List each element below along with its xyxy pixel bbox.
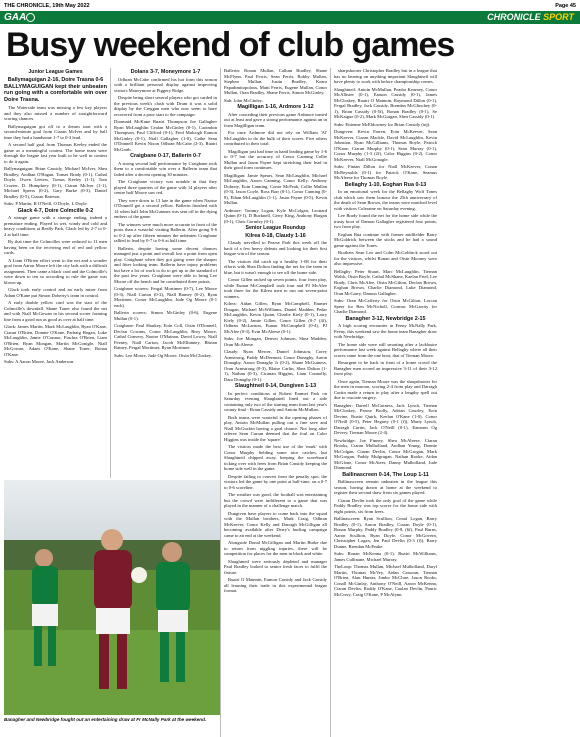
- paragraph: Glack took early control and an early miser from Adam O'Kane put Simon Doherty's team in control.: [4, 287, 107, 298]
- paragraph: A high scoring encounter in Feeny McNally Park, Feeny, this weekend saw the home team Banagher draw with Newbridge.: [334, 323, 437, 339]
- paragraph: Once again, Tiernan Moore was the sharpshooter for the men in maroon, scoring 2-4 from play and Darragh Curtin made a return to play after a lengthy spell out due to cruciate surgery.: [334, 378, 437, 400]
- section-heading: Senior League Roundup: [245, 225, 306, 231]
- team-list: Glack: James Martin, Mark McLaughlin, Ryan O'Kane, Ciaran O'Brien, Donnie O'Kane, Padraig Hogan, Luke McLaughlin, Jamie O'Connor, Fiachra O'Brien, Liam O'Brien, Ryan Mongan, Martin McGonigle, Niall McGowan, Adam O'Kane, Shane Toner, Ronan O'Kane.: [4, 324, 107, 357]
- column-rule: [110, 68, 111, 478]
- paragraph: Dungiven have players to come back into the squad with the Mullan brothers, Mark Craig, Odhran McKeever, Conor Kelly and Darragh McGilligan all becoming available after Derry's hurling campaign came to an end at the weekend.: [224, 510, 327, 538]
- paragraph: Odhran McCabe confirmed his hot form this season with a brilliant personal display against improving visitors Moneymore at Piggery Ridge.: [114, 76, 217, 93]
- team-list: Craigbane scorers: Fergal Mortimer (0-7), Lee Moore (0-3), Niall Carton (0-2), Niall Barney (0-2), Ryan Mortimer, Conor McLaughlin, Jude Og Moore (0-1 each).: [114, 286, 217, 308]
- paragraph: Ciaran Devlin took the only goal of the game while Paddy Bradley was top scorer for the home side with eight points, six from frees.: [334, 497, 437, 514]
- football-icon: [26, 13, 35, 22]
- page-number: Page 45: [555, 3, 576, 9]
- paragraph: Both teams were wasteful in the opening phases of play, Antoin McMullan pulling out a fine save and Niall McGuckin having a goal chance. Not long after referee Sean Curran deemed that the foul on Calor Higgins was inside the 'square'.: [224, 414, 327, 442]
- team-list: Bellaghy: Peter Stuart, Marc McLaughlin, Tiernan Walsh, Oisin Boyle, Cathal McShane, Kaelan Friel, Lee Brady, Chris McAfee, Oisin McGilton, Declan Brown, Eoghan Brown, Charlie Diamond, Luke Diamond, Oran McGarry, Damon Gallagher.: [334, 268, 437, 296]
- photo-illustration: [4, 480, 220, 715]
- column-1: [4, 68, 107, 478]
- paragraph: Despite being short several players who got carded in the previous week's clash with Drum it was a solid display by the Creggan men who now seem to have recovered from a poor start to the campaign.: [114, 95, 217, 117]
- paper-date: THE CHRONICLE, 19th May 2022: [4, 3, 90, 9]
- team-list: Kilrea: Aidan Gillen, Ryan McCampbell, Emmet Dougan, Michael McWilliams, Daniel Madden, Pedar McLaughlin, Kevin Quinn, Charlie Kiely (0-1), Larry Kiely (0-2), Jamie Gillen, Conor Gillen (0-7 (4f), Odhran McLarnon, Eunan McCampbell (0-4), PJ McAfee (0-3), Evin McAleese (0-1).: [224, 301, 327, 334]
- team-list: Ballinascreen: Ryan Scullion, Conal Logan, Barry Bradley (0-1), Aaron Bradley, Ciaran Doyle (0-1), Ronan Murphy, Paddy Bradley (0-8, (6f), Paul Burns, Aaron Scullion, Ryan Doyle, Conor McGovern, Christopher Logan, Jen Paul Devlin (0-3 (f)), Barry Dunne, Brendan McPeake.: [334, 516, 437, 549]
- paragraph: The Waterside team was missing a few key players and they also missed a number of straightforward scoring chances.: [4, 105, 107, 122]
- paragraph: They were down to 13 late in the game when Naoise O'Donnell got a second yellow. Ballerin finished with 14 when half John McGuinnes was sent off in the dying embers of the game.: [114, 197, 217, 219]
- column-3: [224, 68, 327, 737]
- paragraph: In an emotional week for the Bellaghy Wolf Tones club which saw them honour the 25th anniversary of the death of Sean Brown, the teams were matched level with visitors Coleraine on Saturday evening.: [334, 189, 437, 211]
- paragraph: Conor Gillen racked up seven points, four from play, while Eunan McCampbell took four and PJ McAfee took three for the Kilrea men to run out seven-point winners.: [224, 277, 327, 299]
- paragraph: Brothers Sean Leo and Colm McGoldrick stood out for the visitors, whilst Ronan and Oisin Mooney were also impressive.: [334, 250, 437, 266]
- team-list: Banagher: Darrell McGuiness, Jack Lynch, Tiernan McCloskey, Pearse Brolly, Adrian Gourley, Eoin Devine, Ruairi Quirk, Keelan O'Kane (1-0), Conor O'Neill (0-5), Peter Hegarty (0-1 (f)), Marty Lynch, Darragh Curtin, Jack O'Neill (0-1), Eamonn Og Devery, Tiernan Moore (2-4).: [334, 402, 437, 435]
- team-list: Magilligan: Jamie Spears, Sean McLaughlin, Michael McLaughlin, Aaron Canning, Conor Kelly, Anthony Doherty, Eoin Canning, Conor McPeak, Collie Mullan (0-3), Jason Coyle, Ross Barr (0-1), Conor Canning (0-8), Ethan McLaughlin (1-1), Jason Payne (0-5), Kevin Mullan.: [224, 172, 327, 205]
- paragraph: A Liam O'Brien effort went to the net and a wonder goal from Aaron Moore left the city lads with a difficult assignment. Then came a black card and the Colmcille's were down to ten so according to rule the game was blown up.: [4, 257, 107, 285]
- team-list: Sub: John McGinley.: [224, 97, 263, 103]
- section-title: CHRONICLE SPORT: [487, 12, 574, 22]
- paragraph: Ballinascreen remain unbeaten in the league this season, having drawn at home at the weekend to register their second draw from six games played.: [334, 479, 437, 495]
- paragraph: A second half goal from Thomas Keeley ended the game as a meaningful contest. The home team were through the league last year built to be well in contest to do it again.: [4, 142, 107, 164]
- paragraph: Ballerin, despite having some decent chances managed just a point and overall lost a point from open play. Craigbane when they got going were the sharper and fitter looking team. Ballerin have injury problems but have a lot of work to do to get up to the standard of the past few years. Craigbane were able to bring Lee Moore off the bench and he contributed three points.: [114, 245, 217, 284]
- team-list: Ballerin: Ronan Mullan, Callum Bradley, Shane McFlynn, Paul Ferris, Sean Ferris, Bobby Mullan, Stephen Mullan, Justin Bradley, Keara Papadimitopolous, Matti Ferris, Eugene Mullan, Conor Mullan, Oran Bradley, Shane Ferris, Simon McGinley.: [224, 68, 327, 95]
- paragraph: The Craigbane victory was notable in that they played three quarters of the game with 14 players after centre half Moore saw red.: [114, 179, 217, 195]
- team-list: Slaughtneil: Antoin McMullan, Peadar Kearney, Conor McAllister (0-1), Eamon Cassidy (0-1), James McCloskey, Ruairi O Mainnin, Raymond Dillon (0-1), Fergal Bradley, Jack Cassidy, Brendan McGlinchey (0-1), Brian Cassidy (0-5f), Ronan Bradley (0-1), Se McKaigue (0-2), Mark McGuigan, Shea Cassidy (0-1).: [334, 86, 437, 119]
- team-list: Subs: P Martin, R O'Neill, O Doyle, L Doyle.: [4, 201, 88, 207]
- team-list: Ballerin scorers: Simon McGinley (0-6), Eugene Mullan (0-1).: [114, 310, 217, 321]
- match-heading: Kilrea 0-18, Claudy 1-16: [245, 232, 306, 239]
- section-bar: [0, 11, 580, 24]
- section-heading: Junior League Games: [28, 69, 83, 75]
- paragraph: The weather was good, the football was entertaining but the crowd were indifferent to a game that was played in the manner of a challenge match.: [224, 492, 327, 508]
- paragraph: The home side were still smarting after a lacklustre performance last week against Bellaghy where all their scores came from the one boot, that of Tiernan Moore.: [334, 341, 437, 358]
- team-list: Subs: Joe Mongan, Denver Johnson, Shea Madden, Oran McAleese.: [224, 336, 327, 347]
- paragraph: The winners were much more accurate in front of the posts than a wasteful visiting Ballerin. After going 0-6 to 0-2 up after fifteen minutes the unbeaten Craigbane rallied to lead by 0-7 to 0-6 at half time.: [114, 221, 217, 243]
- paragraph: By that time the Colmcilles were reduced to 11 men having been on the receiving end of red and yellow cards.: [4, 239, 107, 256]
- paragraph: After conceding their previous game Ardmore turned out at least and gave a strong performance against an in form Magilligan team.: [224, 111, 327, 128]
- paragraph: Resurgent to be back in front of a home crowd the Banagher men scored an impressive 3-11 of their 3-12 from play.: [334, 360, 437, 376]
- team-list: Ballymaguigan: Brian Cassidy, Michael McIver, Shea Bradley, Aodhan O'Hagan, Tomas Brady (0-1), Cathal Doyle, Owen Leeters, Tomas Keeley (1-1), Tom Crozier, D. Humphrey (0-1), Ciaran McIver (1-1), Michael Speers (0-2), Gary Burke (0-3), Daniel Bradley (0-5), Ciaran Bateson.: [4, 166, 107, 199]
- gaa-label: GAA: [4, 12, 27, 23]
- team-list: Subs: A Aaron Moore, Jack Anderson.: [4, 359, 75, 365]
- team-list: Dungiven: Kevin Farren, Eoin McKeever, Sean McKeever, Ciaran Mackle, David McLaughlin, Kevin Johnston, Ryan McGilliams, Thomas Boyle, Patrick O'Kane, Ciaran Murphy (0-1), Sean Murray (0-1), Conor Murphy (1-3 (2f), Calor Higgins (0-2), Conor McKeever, Niall McGonagle.: [334, 129, 437, 162]
- paragraph: For once Ardmore did not rely on William 'Al' McLaughlin to do the bulk of their scores. Five others contributed to their total.: [224, 130, 327, 146]
- team-list: Craigbane: Paul Sharkey, Eoin Coll, Oisin O'Donnell, Declan Cowans, Conor McLaughlin, Rory Moore, Cathal Convery, Naoise O'Mainan, David Lowry, Niall Feeney, Niall Carton, Jacob McElhinney, Bhrian Rainey, Fergal Mortimer, Ryan Mortimer.: [114, 323, 217, 350]
- paragraph: Slaughtneil were seriously depleted and manager Paul Bradley looked to senior fresh faces to fulfil the fixture.: [224, 558, 327, 575]
- paragraph: Claudy travelled to Pearse Park this week off the back of a few heavy defeats and looking for their first league win of the season.: [224, 240, 327, 256]
- paragraph: sharpshooter Christopher Bradley but in a league that has no bearing on anything important Slaughtneil will have plenty to work with before championship comes.: [334, 68, 437, 84]
- paragraph: Eoghan Rua continue with former midfielder Barry McGoldrick between the sticks and he had a sound game against the Tones.: [334, 231, 437, 248]
- paragraph: The visitors did catch up a healthy 1-08 for their efforts with Shea Dolton finding the net for the team in blue, but it wasn't enough to see off the home side.: [224, 258, 327, 275]
- paragraph: The visitors made the best use of the 'mark' with Conor Murphy fielding some nice catches, but Slaughtneil chipped away, keeping the scoreboard ticking over with frees from Brian Cassidy keeping the home side well in the game.: [224, 444, 327, 471]
- team-list: Subs: Lee Moore, Jude Og Moore, Oisin McCloskey.: [114, 352, 212, 358]
- paragraph: A strong second half performance by Craigbane took them to a comfortable win over a Ballerin team that faded after a decent opening 30 minutes.: [114, 160, 217, 177]
- column-4: [334, 68, 437, 737]
- paragraph: Magilligan just had time in hand leading game by 1-6 to 0-7 but the accuracy of Conor Canning Collie Mullan and Jason Payne kept stretching their lead in their good form continues.: [224, 148, 327, 170]
- paragraph: Lee Brady found the net for the home side while the trusty boot of Damon Gallagher registered four points, two from play.: [334, 213, 437, 229]
- team-list: Claudy: Ryan Mercer, Daniel Johnston, Corey Armstrong, Paddy McDermott, Conor Donaghy, Aaron Donaghy, Aaron Donaghy Jr (0-2), Shane McGuiness, Oran Armstrong (0-3), Blaise Carlin, Shea Dalton (1-1), Nathan (0-3), Cicanan Higgins, Liam Connolly, Dara Donaghy (0-1).: [224, 349, 327, 382]
- paragraph: Ruairi O Mainnin, Eamon Cassidy and Jack Cassidy all learning their trade in this experimental league format.: [224, 577, 327, 593]
- team-list: Subs: Oran McCafferty for Oisin McGilton, Lorcan Speer for Ben McNicholl, Cormac McGarrity for Charlie Diamond.: [334, 298, 437, 314]
- team-list: Subs: Ettienne McEldowney for Brian Cassidy (inj).: [334, 121, 431, 127]
- paragraph: In perfect conditions at Robert Emmet Park on Saturday evening Slaughtneil lined out a side containing only two of the starting team from last year's county final - Brian Cassidy and Antoin McMullan.: [224, 390, 327, 412]
- team-list: Subs: Ronan McKenna (0-1), Ruairi McWilliams, James Cullinane, Michael Murray.: [334, 551, 437, 562]
- match-heading: Slaughtneil 0-14, Dungiven 1-13: [234, 383, 317, 389]
- column-rule: [220, 68, 221, 737]
- match-heading: Magilligan 1-16, Ardmore 1-12: [237, 104, 314, 110]
- column-2: [114, 68, 217, 478]
- headline: Busy weekend of club games: [6, 26, 455, 64]
- match-photo: [4, 480, 220, 715]
- match-heading: Dolans 3-7, Moneymore 1-7: [130, 69, 201, 75]
- team-list: Diarmaid McKane Ruairi Thompson Joe Gallagher Ryan McLaughlin Cealan McGinley (0-1), Caoimhin Thompson, Paul Clifford (0-1), Fred Mulcogh Eamon McGinley (0-1), Niall Gallagher (1-0), Cathe Sean O'Donnell Kevin Nixon Odhran McCabe (2-3), Ruairi McGrath.: [114, 119, 217, 152]
- lead-paragraph: BALLYMAGUIGAN kept their unbeaten run going with a comfortable win over Doire Trasna.: [4, 84, 107, 103]
- match-heading: Craigbane 0-17, Ballerin 0-7: [130, 153, 201, 159]
- column-rule: [330, 68, 331, 737]
- match-heading: Ballinascreen 0-14, The Loup 1-11: [342, 471, 429, 478]
- team-list: Newbridge: Joe Finney, Shea McAleese, Ciaran Brooks, Ciaran Mulholland, Aodhan Young, Donnie McColgan, Ciaran Devlin, Conor McGrogan, Mark McGrogan, Paddy Mulgrugan, Nathan Rooke, Aidan McGlone, Conor McAteer, Danny Mulholland, Jude Diamond.: [334, 437, 437, 470]
- match-heading: Glack 4-7, Doire Colmcille 0-2: [17, 207, 94, 214]
- team-list: TheLoup: Thomas Mullan, Michael Mulholland, Daryl Martin, Thomas McVey, Aidan Cassonn, Tiernan O'Brien, Alan Hunter, Jimbo McClure, Jason Rooks, Conall McGinlay, Anthony O'Neill, Aaron McKenna, Ciaran Devlin, Roddy O'Kane, Caolan Devlin, Pauric McCorry, Craig O'Kane, P McAlynn.: [334, 564, 437, 597]
- paragraph: Alongside Donal McGilligan and Martin Burke due to return from niggling injuries, there will be competition for places for the men in black and white.: [224, 540, 327, 556]
- paragraph: A early double yellow card was the start of the Colmcille's downfall. Shane Toner also found the net and with Niall McGowan in his second scorer forming line from a good run as good as over at half time.: [4, 300, 107, 322]
- match-heading: Banagher 3-12, Newbridge 2-15: [345, 315, 426, 322]
- match-heading: Bellaghy 1-10, Eoghan Rua 0-13: [344, 181, 427, 188]
- paragraph: Ballymaguigan got off to a dream start with a second-minute goal from Ciaran McIver and by half time they had a handsome 1-7 to 0-3 lead.: [4, 123, 107, 140]
- paragraph: Despite failing to convert from the penalty spot, the visitors led the game by one point at half-time, on a 0-7 to 0-6 scoreline.: [224, 473, 327, 490]
- match-heading: Ballymaguigan 2-16, Doire Trasna 0-6: [7, 76, 104, 83]
- team-list: Ardmore: Tommy Logan, Kyle McColgan, Leonard Quinn (0-1), D Bucknell, Gerry King, Anthony Hargan (0-1), Chris Gormley (0-1).: [224, 207, 327, 224]
- team-list: Subs: Fintan Dillon for Niall McKeever, Conan McReynolds (0-1) for Patrick O'Kane, Seamus McAleese for Thomas Boyle.: [334, 164, 437, 180]
- paragraph: A strange game with a strange ending, indeed a premature ending. Played in wet, windy and cold and heavy conditions at Beally Park, Glack led by 2-7 to 0-2 at half time.: [4, 215, 107, 237]
- photo-caption: Banagher and Newbridge fought out an entertaining draw at Fr McNally Park at the weekend.: [4, 717, 207, 722]
